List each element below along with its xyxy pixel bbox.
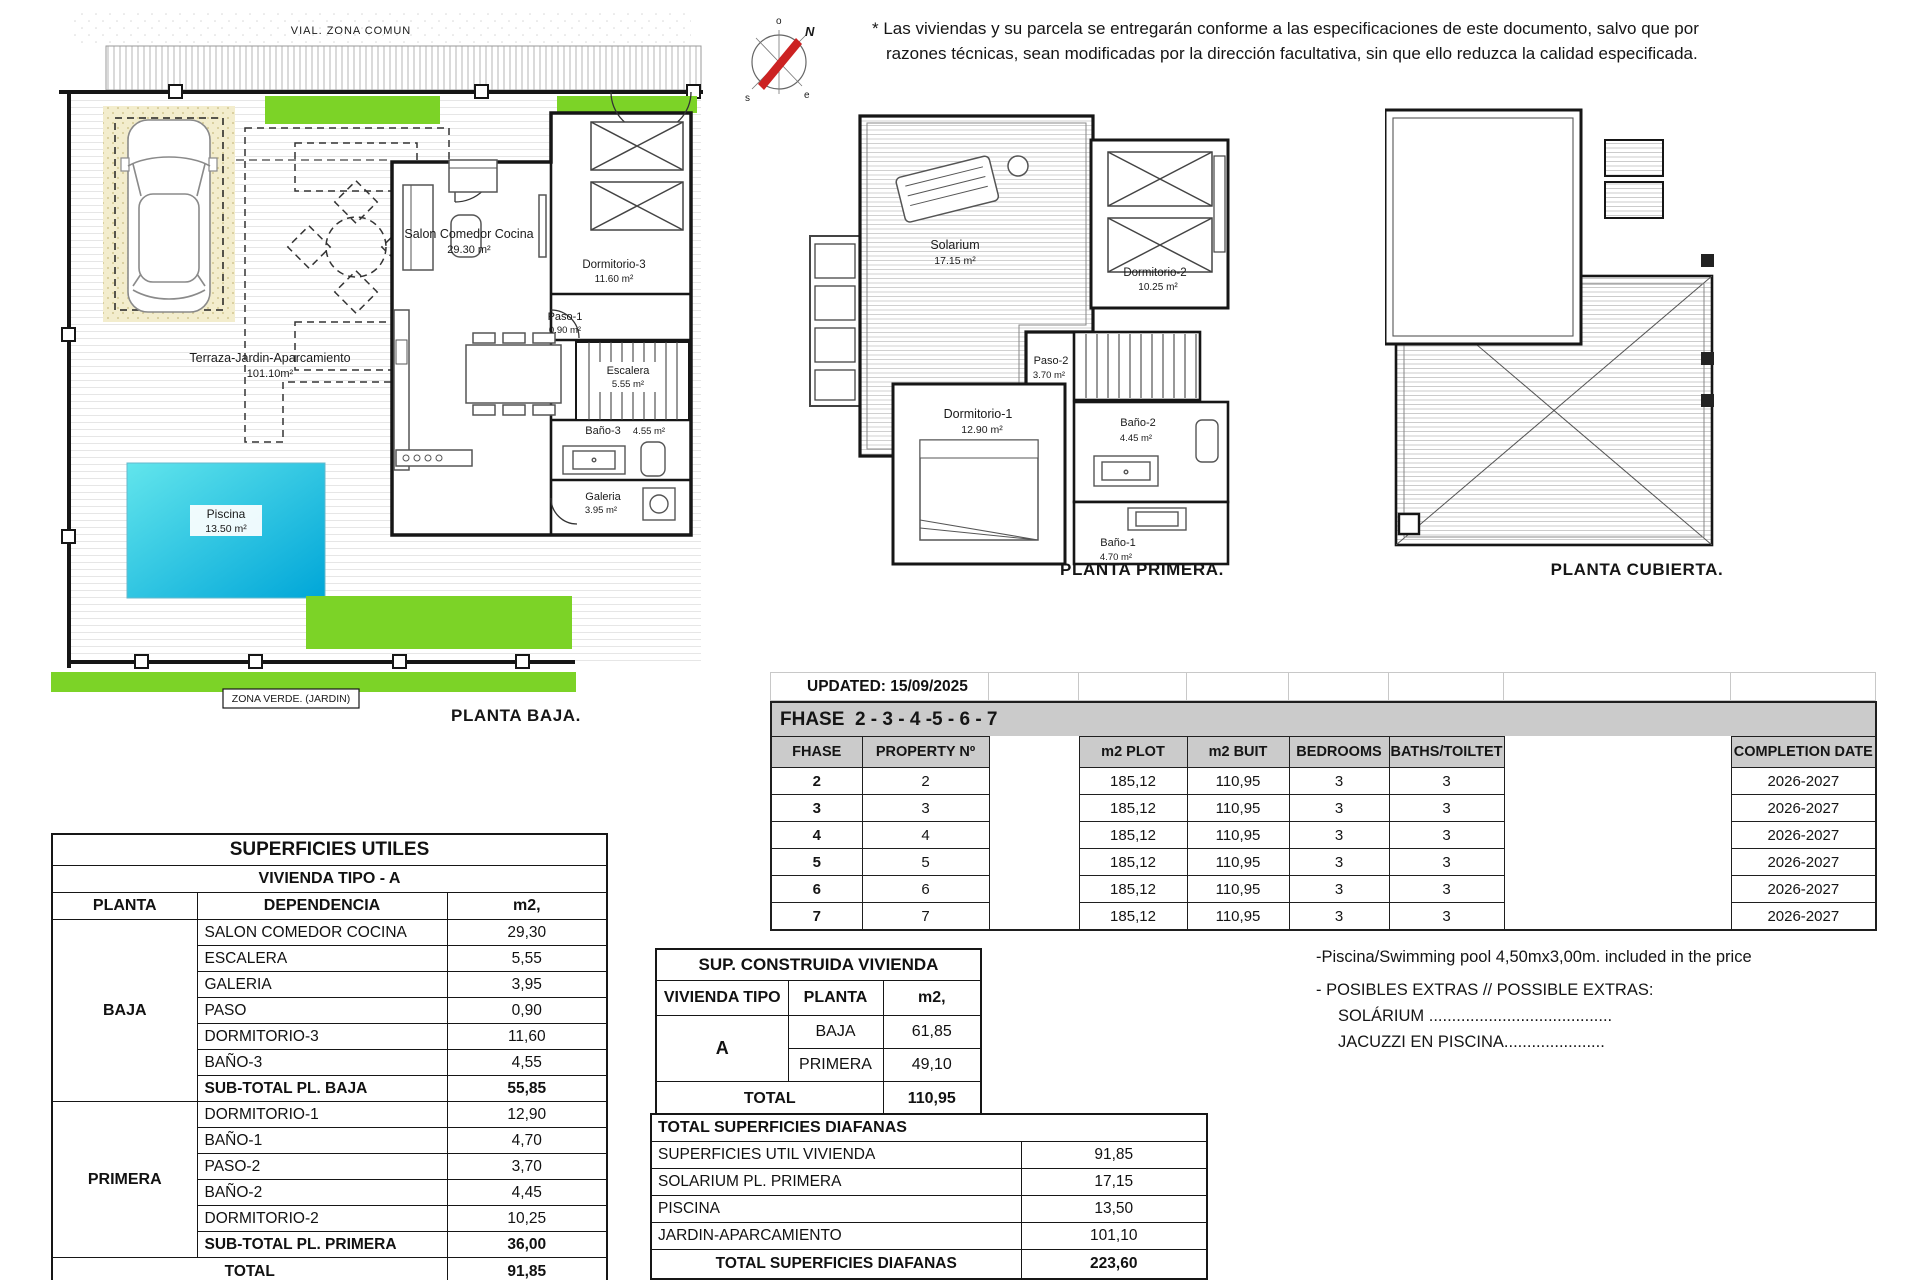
updated-empty-cell — [1187, 673, 1289, 701]
sd-label-cell: SOLARIUM PL. PRIMERA — [651, 1169, 1021, 1196]
phase-table-title: FHASE 2 - 3 - 4 -5 - 6 - 7 — [771, 702, 1876, 737]
sd-label-cell: PISCINA — [651, 1196, 1021, 1223]
bano2-area: 4.45 m² — [1119, 433, 1153, 444]
phase-table-row — [771, 849, 1876, 876]
pergola — [810, 236, 860, 406]
updated-empty-cell — [1389, 673, 1504, 701]
col-gap-2 — [1504, 737, 1731, 768]
su-col-planta: PLANTA — [52, 893, 197, 920]
piscina-area: 13.50 m² — [205, 523, 247, 535]
notes-block — [1316, 944, 1876, 1055]
phase-cell: 3 — [862, 795, 989, 822]
col-m2-plot: m2 PLOT — [1079, 737, 1187, 768]
phase-cell — [989, 849, 1079, 876]
sc-value-cell: 61,85 — [883, 1016, 981, 1049]
dormitorio1-label: Dormitorio-1 — [943, 407, 1013, 421]
phase-cell: 110,95 — [1187, 768, 1289, 795]
compass-e: e — [804, 90, 810, 101]
note-solarium: SOLÁRIUM ........................................ — [1338, 1007, 1613, 1025]
phase-cell: 7 — [771, 903, 862, 931]
phase-cell: 110,95 — [1187, 822, 1289, 849]
phase-header-row — [771, 737, 1876, 768]
roof-box-2 — [1605, 182, 1663, 218]
car-icon — [121, 120, 217, 312]
phase-cell: 3 — [1289, 768, 1389, 795]
sd-value-cell: 17,15 — [1021, 1169, 1207, 1196]
updated-row — [771, 673, 1876, 701]
sd-label-cell: SUPERFICIES UTIL VIVIENDA — [651, 1142, 1021, 1169]
su-total-value: 91,85 — [447, 1258, 607, 1280]
sd-title: TOTAL SUPERFICIES DIAFANAS — [651, 1114, 1207, 1142]
solarium-table — [1008, 156, 1028, 176]
paso2-label: Paso-2 — [1033, 355, 1069, 367]
su-dependencia-cell: BAÑO-2 — [197, 1180, 447, 1206]
phase-cell: 110,95 — [1187, 795, 1289, 822]
sd-row — [651, 1196, 1207, 1223]
updated-strip — [770, 672, 1876, 701]
galeria-label: Galeria — [585, 491, 621, 503]
stairs-primera — [1074, 332, 1200, 400]
updated-empty-cell — [1289, 673, 1389, 701]
bano3-fixtures — [563, 442, 665, 476]
su-dependencia-cell: GALERIA — [197, 972, 447, 998]
sd-row — [651, 1223, 1207, 1250]
sd-value-cell: 13,50 — [1021, 1196, 1207, 1223]
phase-cell: 3 — [1289, 876, 1389, 903]
phase-cell: 7 — [862, 903, 989, 931]
phase-table — [770, 701, 1877, 931]
galeria-fixtures — [643, 488, 675, 520]
col-gap-1 — [989, 737, 1079, 768]
su-dependencia-cell: DORMITORIO-1 — [197, 1102, 447, 1128]
phase-cell: 2026-2027 — [1731, 849, 1876, 876]
updated-empty-cell — [1731, 673, 1876, 701]
sd-row — [651, 1142, 1207, 1169]
bano1-area: 4.70 m² — [1099, 552, 1133, 563]
sc-total-value: 110,95 — [883, 1082, 981, 1117]
su-value-cell: 4,45 — [447, 1180, 607, 1206]
escalera-area: 5.55 m² — [611, 379, 645, 390]
phase-cell: 185,12 — [1079, 876, 1187, 903]
bano2-label: Baño-2 — [1120, 417, 1156, 429]
diafanas-table — [650, 1113, 1208, 1280]
col-fhase: FHASE — [771, 737, 862, 768]
paso1-label: Paso-1 — [547, 311, 583, 323]
roof-box-1 — [1605, 140, 1663, 176]
phase-cell: 3 — [1389, 768, 1504, 795]
sd-row — [651, 1169, 1207, 1196]
sd-title-row — [651, 1114, 1207, 1142]
note-jacuzzi: JACUZZI EN PISCINA...................... — [1338, 1033, 1605, 1051]
phase-cell — [989, 795, 1079, 822]
su-value-cell: 12,90 — [447, 1102, 607, 1128]
compass-n: N — [805, 24, 815, 39]
solarium-label: Solarium — [930, 238, 980, 252]
su-value-cell: 4,55 — [447, 1050, 607, 1076]
phase-cell: 185,12 — [1079, 768, 1187, 795]
sc-planta-cell: PRIMERA — [788, 1049, 883, 1082]
phase-cell: 185,12 — [1079, 903, 1187, 931]
sc-title-row — [656, 949, 981, 981]
roof-upper-terrace — [1385, 110, 1581, 344]
phase-table-row — [771, 822, 1876, 849]
phase-cell: 2026-2027 — [1731, 903, 1876, 931]
phase-table-row — [771, 768, 1876, 795]
phase-cell: 3 — [1389, 849, 1504, 876]
updated-label: UPDATED: 15/09/2025 — [771, 673, 989, 701]
su-col-dependencia: DEPENDENCIA — [197, 893, 447, 920]
col-m2-buit: m2 BUIT — [1187, 737, 1289, 768]
su-planta-cell: BAJA — [52, 920, 197, 1102]
su-value-cell: 3,95 — [447, 972, 607, 998]
dormitorio3-label: Dormitorio-3 — [582, 259, 646, 271]
dormitorio2-label: Dormitorio-2 — [1123, 267, 1187, 279]
phase-cell — [989, 768, 1079, 795]
planta-primera-caption: PLANTA PRIMERA. — [1060, 560, 1224, 579]
planta-primera-drawing — [808, 104, 1238, 574]
sd-label-cell: JARDIN-APARCAMIENTO — [651, 1223, 1021, 1250]
planta-baja-caption: PLANTA BAJA. — [451, 706, 581, 725]
phase-cell: 6 — [862, 876, 989, 903]
phase-table-row — [771, 876, 1876, 903]
escalera-label: Escalera — [606, 365, 650, 377]
su-title-row — [52, 834, 607, 866]
su-dependencia-cell: BAÑO-3 — [197, 1050, 447, 1076]
dormitorio1-area: 12.90 m² — [961, 424, 1003, 436]
phase-cell: 2 — [771, 768, 862, 795]
su-value-cell: 4,70 — [447, 1128, 607, 1154]
sc-header-row — [656, 981, 981, 1016]
note-pool: -Piscina/Swimming pool 4,50mx3,00m. included in the price — [1316, 948, 1752, 966]
su-col-m2: m2, — [447, 893, 607, 920]
phase-cell: 110,95 — [1187, 876, 1289, 903]
vial-zona-comun-label: VIAL. ZONA COMUN — [290, 25, 412, 37]
sd-total-label: TOTAL SUPERFICIES DIAFANAS — [651, 1250, 1021, 1280]
piscina-label: Piscina — [206, 507, 246, 521]
sd-value-cell: 91,85 — [1021, 1142, 1207, 1169]
note-extras-title: - POSIBLES EXTRAS // POSSIBLE EXTRAS: — [1316, 981, 1654, 999]
col-completion: COMPLETION DATE — [1731, 737, 1876, 768]
phase-table-row — [771, 903, 1876, 931]
disclaimer-line1: * Las viviendas y su parcela se entregarán conforme a las especificaciones de este documento, salvo que por — [872, 19, 1699, 38]
col-property: PROPERTY Nº — [862, 737, 989, 768]
phase-cell: 185,12 — [1079, 822, 1187, 849]
sd-value-cell: 101,10 — [1021, 1223, 1207, 1250]
sc-title: SUP. CONSTRUIDA VIVIENDA — [656, 949, 981, 981]
phase-cell: 110,95 — [1187, 849, 1289, 876]
su-total-row — [52, 1258, 607, 1280]
sc-col-planta: PLANTA — [788, 981, 883, 1016]
su-subtotal-label: SUB-TOTAL PL. PRIMERA — [197, 1232, 447, 1258]
su-title: SUPERFICIES UTILES — [52, 834, 607, 866]
phase-cell: 4 — [862, 822, 989, 849]
su-dependencia-cell: ESCALERA — [197, 946, 447, 972]
su-value-cell: 5,55 — [447, 946, 607, 972]
phase-cell: 2 — [862, 768, 989, 795]
su-total-label: TOTAL — [52, 1258, 447, 1280]
phase-cell: 3 — [1289, 849, 1389, 876]
updated-empty-cell — [989, 673, 1079, 701]
phase-cell: 5 — [771, 849, 862, 876]
su-dependencia-cell: PASO-2 — [197, 1154, 447, 1180]
su-value-cell: 3,70 — [447, 1154, 607, 1180]
salon-area: 29.30 m² — [447, 244, 491, 256]
green-strip-top-left — [265, 96, 440, 124]
dormitorio2-area: 10.25 m² — [1138, 282, 1178, 293]
su-subtitle-row — [52, 866, 607, 893]
su-dependencia-cell: DORMITORIO-3 — [197, 1024, 447, 1050]
salon-label: Salon Comedor Cocina — [404, 227, 534, 241]
compass-needle — [758, 38, 802, 90]
dormitorio3-area: 11.60 m² — [594, 274, 634, 285]
compass-s: s — [745, 93, 750, 104]
roof-corner-box — [1399, 514, 1419, 534]
su-row — [52, 1102, 607, 1128]
paso1-area: 0.90 m² — [548, 325, 582, 336]
phase-cell: 110,95 — [1187, 903, 1289, 931]
phase-title-row — [771, 702, 1876, 737]
solarium-area: 17.15 m² — [934, 255, 976, 267]
col-baths: BATHS/TOILTET — [1389, 737, 1504, 768]
disclaimer-line2: razones técnicas, sean modificadas por la dirección facultativa, sin que ello reduzca la calidad especificada. — [886, 44, 1698, 63]
su-subtotal-value: 55,85 — [447, 1076, 607, 1102]
phase-cell: 3 — [771, 795, 862, 822]
su-subtotal-value: 36,00 — [447, 1232, 607, 1258]
phase-cell: 2026-2027 — [1731, 768, 1876, 795]
phase-cell: 2026-2027 — [1731, 795, 1876, 822]
compass-o: o — [776, 16, 782, 27]
bano3-label: Baño-3 — [585, 425, 621, 437]
phase-cell: 3 — [1289, 822, 1389, 849]
terraza-area: 101.10m² — [246, 368, 294, 380]
planta-cubierta-caption: PLANTA CUBIERTA. — [1550, 560, 1724, 579]
su-value-cell: 10,25 — [447, 1206, 607, 1232]
bano1-label: Baño-1 — [1100, 537, 1136, 549]
su-value-cell: 0,90 — [447, 998, 607, 1024]
su-dependencia-cell: BAÑO-1 — [197, 1128, 447, 1154]
sc-total-label: TOTAL — [656, 1082, 883, 1117]
sup-construida-table — [655, 948, 982, 1117]
su-dependencia-cell: DORMITORIO-2 — [197, 1206, 447, 1232]
su-dependencia-cell: PASO — [197, 998, 447, 1024]
phase-cell — [989, 903, 1079, 931]
road-hatch-band — [106, 46, 701, 90]
bano1-fixtures — [1128, 508, 1186, 530]
phase-cell: 3 — [1289, 795, 1389, 822]
phase-cell: 3 — [1289, 903, 1389, 931]
green-strip-top-right — [557, 96, 697, 113]
phase-cell: 3 — [1389, 795, 1504, 822]
phase-cell: 185,12 — [1079, 849, 1187, 876]
dormitorio1-furniture — [920, 440, 1038, 540]
phase-cell: 4 — [771, 822, 862, 849]
phase-cell: 2026-2027 — [1731, 822, 1876, 849]
sc-planta-cell: BAJA — [788, 1016, 883, 1049]
sd-total-value: 223,60 — [1021, 1250, 1207, 1280]
phase-cell — [989, 822, 1079, 849]
galeria-area: 3.95 m² — [584, 505, 618, 516]
disclaimer-text — [872, 16, 1852, 66]
updated-empty-cell — [1079, 673, 1187, 701]
planta-cubierta-drawing — [1385, 104, 1725, 574]
sc-row — [656, 1016, 981, 1049]
compass-rose-icon — [738, 8, 822, 106]
paso2-area: 3.70 m² — [1032, 370, 1066, 381]
phase-cell — [1504, 822, 1731, 849]
phase-cell — [989, 876, 1079, 903]
phase-cell: 185,12 — [1079, 795, 1187, 822]
phase-cell — [1504, 849, 1731, 876]
phase-cell — [1504, 903, 1731, 931]
su-dependencia-cell: SALON COMEDOR COCINA — [197, 920, 447, 946]
phase-cell: 3 — [1389, 876, 1504, 903]
sc-col-vivienda-tipo: VIVIENDA TIPO — [656, 981, 788, 1016]
su-header-row — [52, 893, 607, 920]
green-zone-bottom-right — [306, 596, 572, 649]
phase-cell: 6 — [771, 876, 862, 903]
su-value-cell: 11,60 — [447, 1024, 607, 1050]
phase-cell: 3 — [1389, 822, 1504, 849]
phase-cell: 2026-2027 — [1731, 876, 1876, 903]
zona-verde-label: ZONA VERDE. (JARDIN) — [231, 693, 351, 705]
su-subtitle: VIVIENDA TIPO - A — [52, 866, 607, 893]
phase-cell: 3 — [1389, 903, 1504, 931]
sc-tipo-cell: A — [656, 1016, 788, 1082]
superficies-utiles-table — [51, 833, 608, 1280]
terraza-label: Terraza-Jardin-Aparcamiento — [189, 351, 351, 365]
sd-total-row — [651, 1250, 1207, 1280]
su-row — [52, 920, 607, 946]
bano3-area: 4.55 m² — [632, 426, 666, 437]
phase-cell: 5 — [862, 849, 989, 876]
sc-total-row — [656, 1082, 981, 1117]
phase-cell — [1504, 768, 1731, 795]
phase-cell — [1504, 876, 1731, 903]
phase-table-row — [771, 795, 1876, 822]
updated-empty-cell — [1504, 673, 1731, 701]
su-subtotal-label: SUB-TOTAL PL. BAJA — [197, 1076, 447, 1102]
su-value-cell: 29,30 — [447, 920, 607, 946]
su-planta-cell: PRIMERA — [52, 1102, 197, 1258]
col-bedrooms: BEDROOMS — [1289, 737, 1389, 768]
sc-col-m2: m2, — [883, 981, 981, 1016]
phase-cell — [1504, 795, 1731, 822]
sc-value-cell: 49,10 — [883, 1049, 981, 1082]
planta-baja-drawing — [51, 10, 741, 740]
